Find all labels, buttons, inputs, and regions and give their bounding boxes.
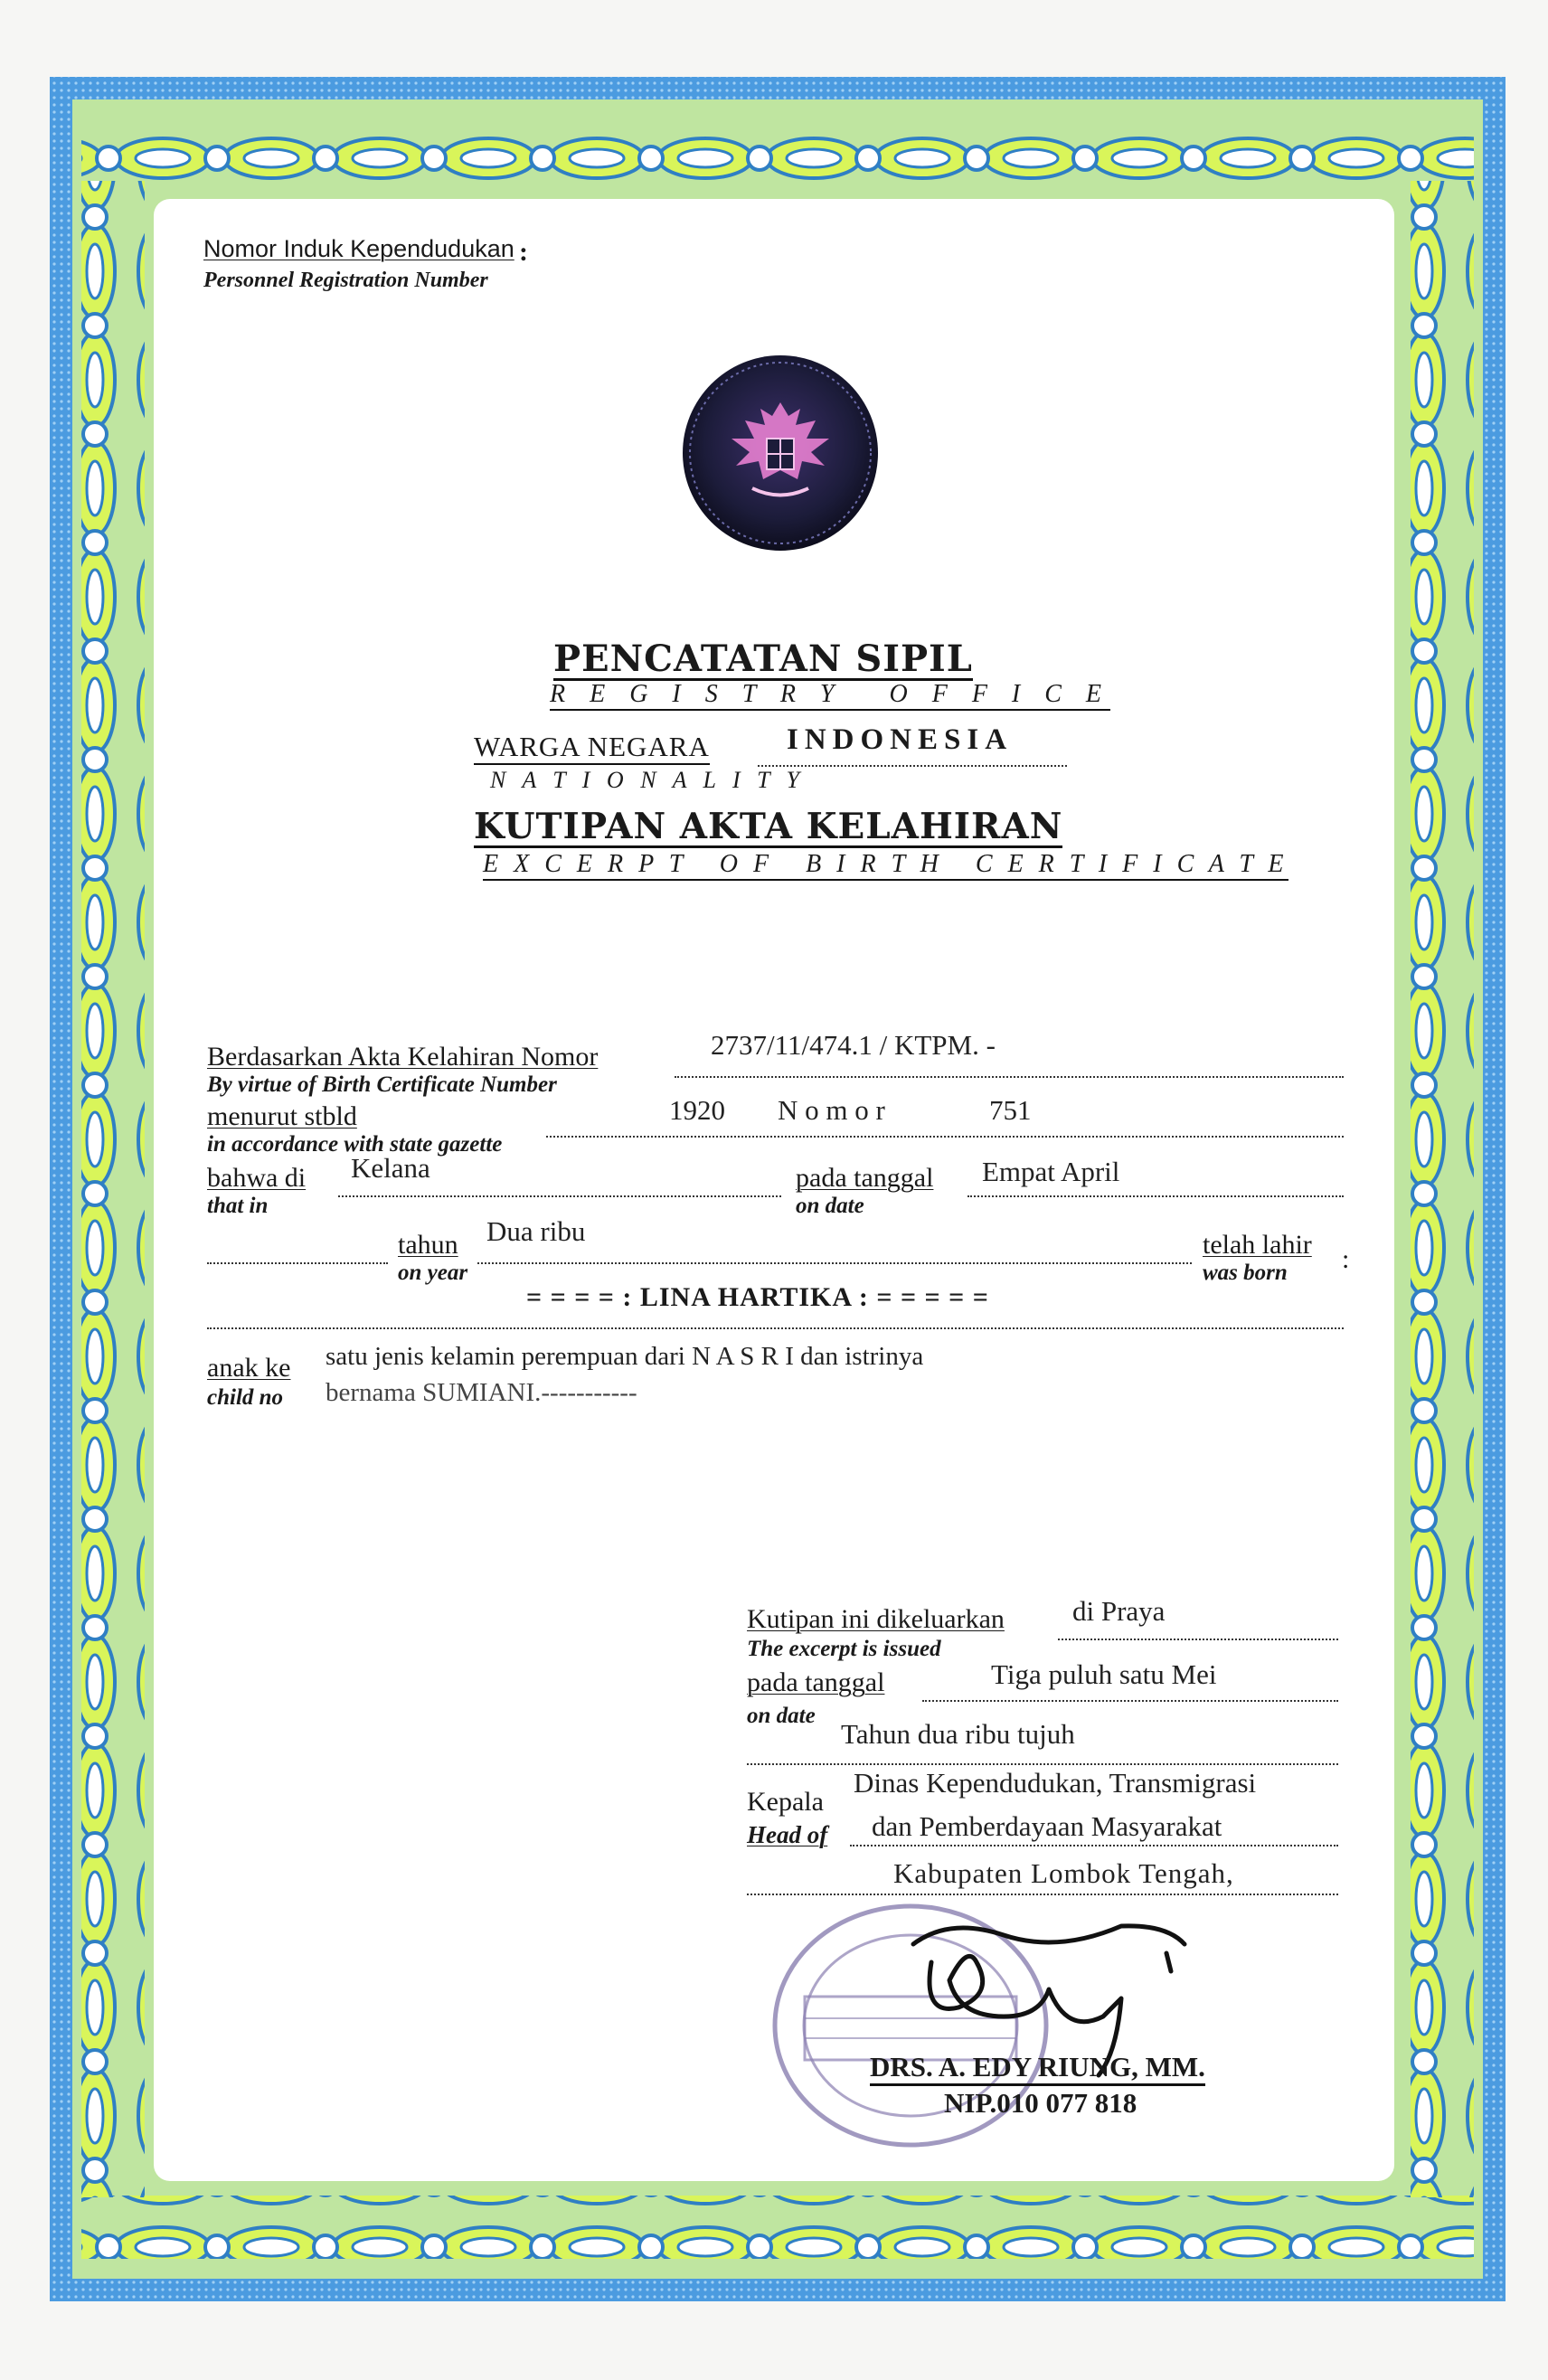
nik-label-en: Personnel Registration Number xyxy=(203,269,488,292)
birth-year-label-en: on year xyxy=(398,1261,468,1285)
office-line2: dan Pemberdayaan Masyarakat xyxy=(872,1810,1222,1842)
nationality-label: WARGA NEGARA xyxy=(474,731,710,765)
issue-date-label: pada tanggal xyxy=(747,1667,885,1697)
child-details-line1: satu jenis kelamin perempuan dari N A S R I dan istrinya xyxy=(326,1342,924,1371)
nationality-value: INDONESIA xyxy=(787,723,1014,756)
birth-year-dots xyxy=(477,1262,1192,1264)
office-line2-dots xyxy=(850,1845,1338,1846)
child-name: = = = = : LINA HARTIKA : = = = = = xyxy=(526,1282,989,1312)
issue-year-value: Tahun dua ribu tujuh xyxy=(841,1718,1075,1750)
stbld-label-en: in accordance with state gazette xyxy=(207,1132,503,1157)
place-label-en: that in xyxy=(207,1194,269,1218)
document-title: KUTIPAN AKTA KELAHIRAN xyxy=(474,806,1063,847)
issued-label: Kutipan ini dikeluarkan xyxy=(747,1604,1005,1634)
cert-number-label-en: By virtue of Birth Certificate Number xyxy=(207,1072,557,1097)
head-label: Kepala xyxy=(747,1787,824,1817)
stbld-label: menurut stbld xyxy=(207,1101,357,1131)
birth-date-dots xyxy=(968,1195,1344,1197)
stbld-year: 1920 xyxy=(669,1094,725,1126)
issue-date-dots xyxy=(922,1700,1338,1702)
document-title-en: E X C E R P T O F B I R T H C E R T I F I C A T E xyxy=(483,850,1288,881)
issued-place-dots xyxy=(1058,1639,1338,1640)
birth-date-label: pada tanggal xyxy=(796,1163,934,1193)
birth-date-label-en: on date xyxy=(796,1194,864,1218)
stbld-dots xyxy=(546,1136,1344,1138)
cert-number-label: Berdasarkan Akta Kelahiran Nomor xyxy=(207,1042,599,1072)
garuda-emblem-icon xyxy=(680,353,881,553)
child-name-dots xyxy=(207,1327,1344,1329)
child-no-label-en: child no xyxy=(207,1385,284,1410)
birth-year-label: tahun xyxy=(398,1230,458,1260)
year-leading-dots xyxy=(207,1262,388,1264)
nik-label: Nomor Induk Kependudukan xyxy=(203,235,514,262)
office-title-en: R E G I S T R Y O F F I C E xyxy=(550,680,1110,711)
stbld-nomor: N o m o r xyxy=(778,1094,885,1126)
office-line3: Kabupaten Lombok Tengah, xyxy=(893,1857,1234,1889)
born-colon: : xyxy=(1342,1244,1350,1274)
birth-date-value: Empat April xyxy=(982,1156,1120,1187)
cert-number-value: 2737/11/474.1 / KTPM. - xyxy=(711,1029,996,1061)
issued-label-en: The excerpt is issued xyxy=(747,1637,941,1661)
office-title: PENCATATAN SIPIL xyxy=(553,638,973,680)
birth-year-value: Dua ribu xyxy=(486,1215,586,1247)
issue-date-label-en: on date xyxy=(747,1704,816,1728)
born-label-en: was born xyxy=(1203,1261,1288,1285)
child-no-label: anak ke xyxy=(207,1353,291,1383)
issue-year-dots xyxy=(747,1763,1338,1765)
place-value: Kelana xyxy=(351,1152,430,1184)
signer-name: DRS. A. EDY RIUNG, MM. xyxy=(870,2051,1205,2086)
stbld-number: 751 xyxy=(989,1094,1032,1126)
place-dots xyxy=(338,1195,781,1197)
place-label: bahwa di xyxy=(207,1163,307,1193)
nationality-label-en: N A T I O N A L I T Y xyxy=(490,767,806,793)
head-label-en: Head of xyxy=(747,1821,828,1848)
cert-number-dots xyxy=(675,1076,1344,1078)
issue-date-value: Tiga puluh satu Mei xyxy=(991,1658,1217,1690)
nik-colon: : xyxy=(519,237,528,267)
child-details-line2: bernama SUMIANI.----------- xyxy=(326,1378,637,1407)
born-label: telah lahir xyxy=(1203,1230,1312,1260)
office-line1: Dinas Kependudukan, Transmigrasi xyxy=(854,1767,1257,1799)
issued-place-value: di Praya xyxy=(1072,1595,1166,1627)
signer-nip: NIP.010 077 818 xyxy=(944,2087,1137,2119)
